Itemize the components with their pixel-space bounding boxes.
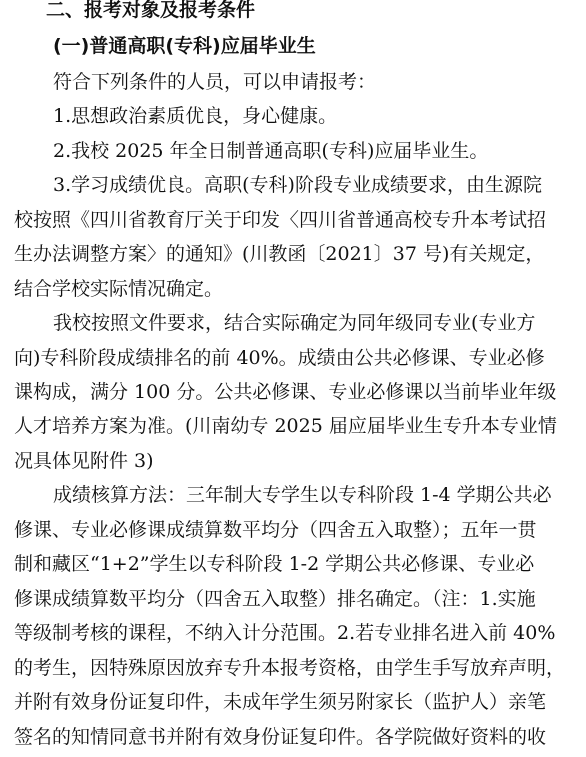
section-heading: 二、报考对象及报考条件 bbox=[46, 0, 256, 21]
paragraph-line: 我校按照文件要求，结合实际确定为同年级同专业(专业方 bbox=[53, 312, 536, 334]
paragraph-line: 人才培养方案为准。(川南幼专 2025 届应届毕业生专升本专业情 bbox=[14, 415, 557, 437]
paragraph-line: 况具体见附件 3) bbox=[14, 450, 154, 472]
sub-heading: (一)普通高职(专科)应届毕业生 bbox=[53, 35, 316, 57]
paragraph-line: 符合下列条件的人员，可以申请报考： bbox=[53, 71, 377, 93]
paragraph-line: 1.思想政治素质优良，身心健康。 bbox=[53, 105, 338, 127]
paragraph-line: 签名的知情同意书并附有效身份证复印件。各学院做好资料的收 bbox=[14, 726, 547, 748]
paragraph-line: 修课、专业必修课成绩算数平均分（四舍五入取整）；五年一贯 bbox=[14, 519, 537, 541]
paragraph-line: 3.学习成绩优良。高职(专科)阶段专业成绩要求，由生源院 bbox=[53, 174, 542, 196]
paragraph-line: 等级制考核的课程，不纳入计分范围。2.若专业排名进入前 40% bbox=[14, 622, 556, 644]
paragraph-line: 课构成，满分 100 分。公共必修课、专业必修课以当前毕业年级 bbox=[14, 381, 557, 403]
paragraph-line: 并附有效身份证复印件，未成年学生须另附家长（监护人）亲笔 bbox=[14, 691, 547, 713]
paragraph-line: 校按照《四川省教育厅关于印发〈四川省普通高校专升本考试招 bbox=[14, 209, 547, 231]
paragraph-line: 的考生，因特殊原因放弃专升本报考资格，由学生手写放弃声明， bbox=[14, 657, 566, 679]
paragraph-line: 修课成绩算数平均分（四舍五入取整）排名确定。（注：1.实施 bbox=[14, 588, 536, 610]
paragraph-line: 结合学校实际情况确定。 bbox=[14, 278, 224, 300]
paragraph-line: 向)专科阶段成绩排名的前 40%。成绩由公共必修课、专业必修 bbox=[14, 347, 545, 369]
paragraph-line: 成绩核算方法：三年制大专学生以专科阶段 1-4 学期公共必 bbox=[53, 484, 552, 506]
paragraph-line: 2.我校 2025 年全日制普通高职(专科)应届毕业生。 bbox=[53, 140, 489, 162]
paragraph-line: 制和藏区“1+2”学生以专科阶段 1-2 学期公共必修课、专业必 bbox=[14, 553, 535, 575]
paragraph-line: 生办法调整方案〉的通知》(川教函〔2021〕37 号)有关规定， bbox=[14, 243, 545, 265]
